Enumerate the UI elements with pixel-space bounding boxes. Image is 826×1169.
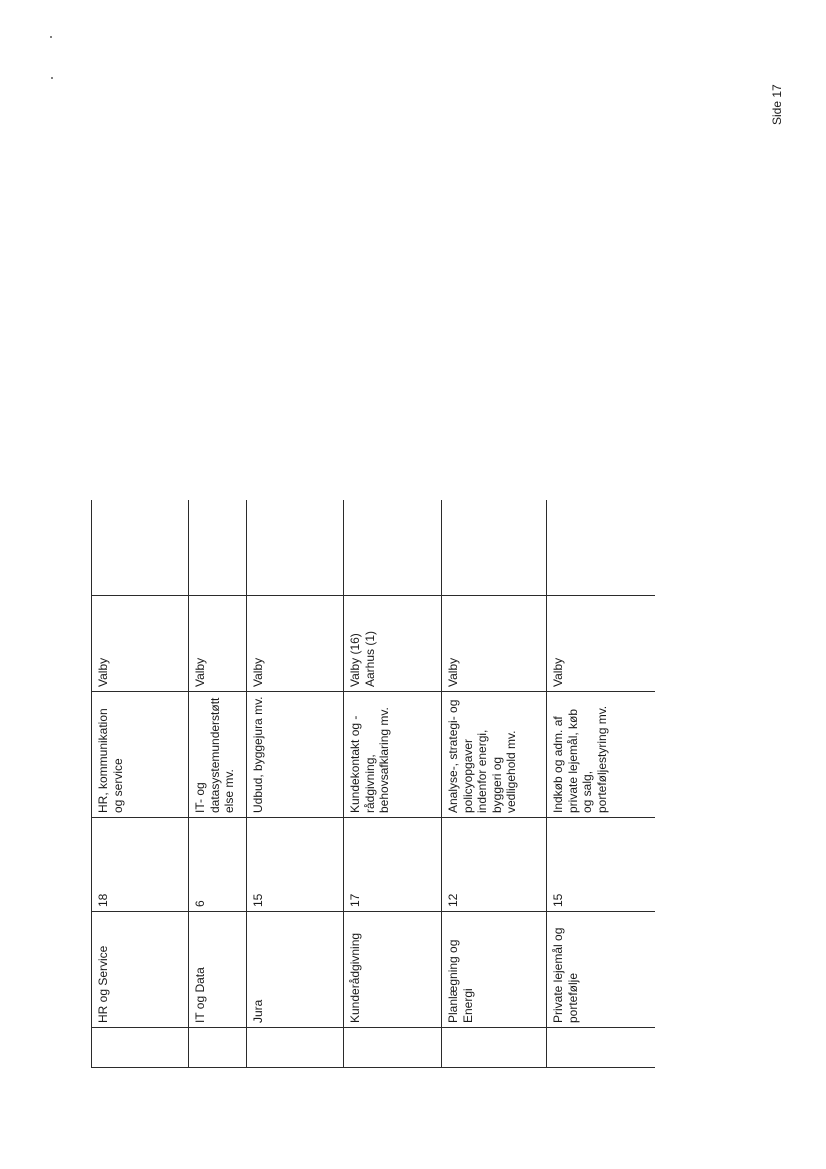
page-number: Side 17 <box>770 84 784 126</box>
empty-cell <box>547 1028 656 1068</box>
location-cell: Valby <box>92 596 189 692</box>
unit-cell: Kunderådgivning <box>344 912 442 1028</box>
location-cell: Valby (16) Aarhus (1) <box>344 596 442 692</box>
location-cell: Valby <box>442 596 547 692</box>
tasks-cell: Udbud, byggejura mv. <box>247 692 344 818</box>
tasks-cell: Analyse-, strategi- og policyopgaver indenfor energi, byggeri og vedligehold mv. <box>442 692 547 818</box>
table-row <box>92 500 189 1068</box>
empty-cell <box>92 500 189 596</box>
empty-cell <box>189 1028 247 1068</box>
tasks-cell: Kundekontakt og -rådgivning, behovsafklaring mv. <box>344 692 442 818</box>
staff-table <box>91 500 655 1068</box>
table-row <box>344 500 442 1068</box>
count-cell: 15 <box>547 818 656 912</box>
tasks-cell: HR, kommunikation og service <box>92 692 189 818</box>
table-row <box>247 500 344 1068</box>
unit-cell: Planlægning og Energi <box>442 912 547 1028</box>
count-cell: 18 <box>92 818 189 912</box>
unit-cell: Private lejemål og portefølje <box>547 912 656 1028</box>
count-cell: 17 <box>344 818 442 912</box>
tasks-cell: IT- og datasystemunderstøttelse mv. <box>189 692 247 818</box>
scan-speck <box>50 36 52 38</box>
unit-cell: IT og Data <box>189 912 247 1028</box>
empty-cell <box>547 500 656 596</box>
location-cell: Valby <box>189 596 247 692</box>
empty-cell <box>247 1028 344 1068</box>
rotated-table-area <box>91 500 655 1068</box>
unit-cell: Jura <box>247 912 344 1028</box>
scan-speck <box>51 77 53 79</box>
table-row <box>442 500 547 1068</box>
empty-cell <box>247 500 344 596</box>
count-cell: 12 <box>442 818 547 912</box>
empty-cell <box>344 1028 442 1068</box>
empty-cell <box>344 500 442 596</box>
empty-cell <box>442 1028 547 1068</box>
empty-cell <box>189 500 247 596</box>
tasks-cell: Indkøb og adm. af private lejemål, køb og salg, porteføljestyring mv. <box>547 692 656 818</box>
table-row <box>189 500 247 1068</box>
table-row <box>547 500 656 1068</box>
location-cell: Valby <box>247 596 344 692</box>
location-cell: Valby <box>547 596 656 692</box>
unit-cell: HR og Service <box>92 912 189 1028</box>
table-wrapper <box>91 500 655 1068</box>
count-cell: 15 <box>247 818 344 912</box>
empty-cell <box>442 500 547 596</box>
empty-cell <box>92 1028 189 1068</box>
count-cell: 6 <box>189 818 247 912</box>
